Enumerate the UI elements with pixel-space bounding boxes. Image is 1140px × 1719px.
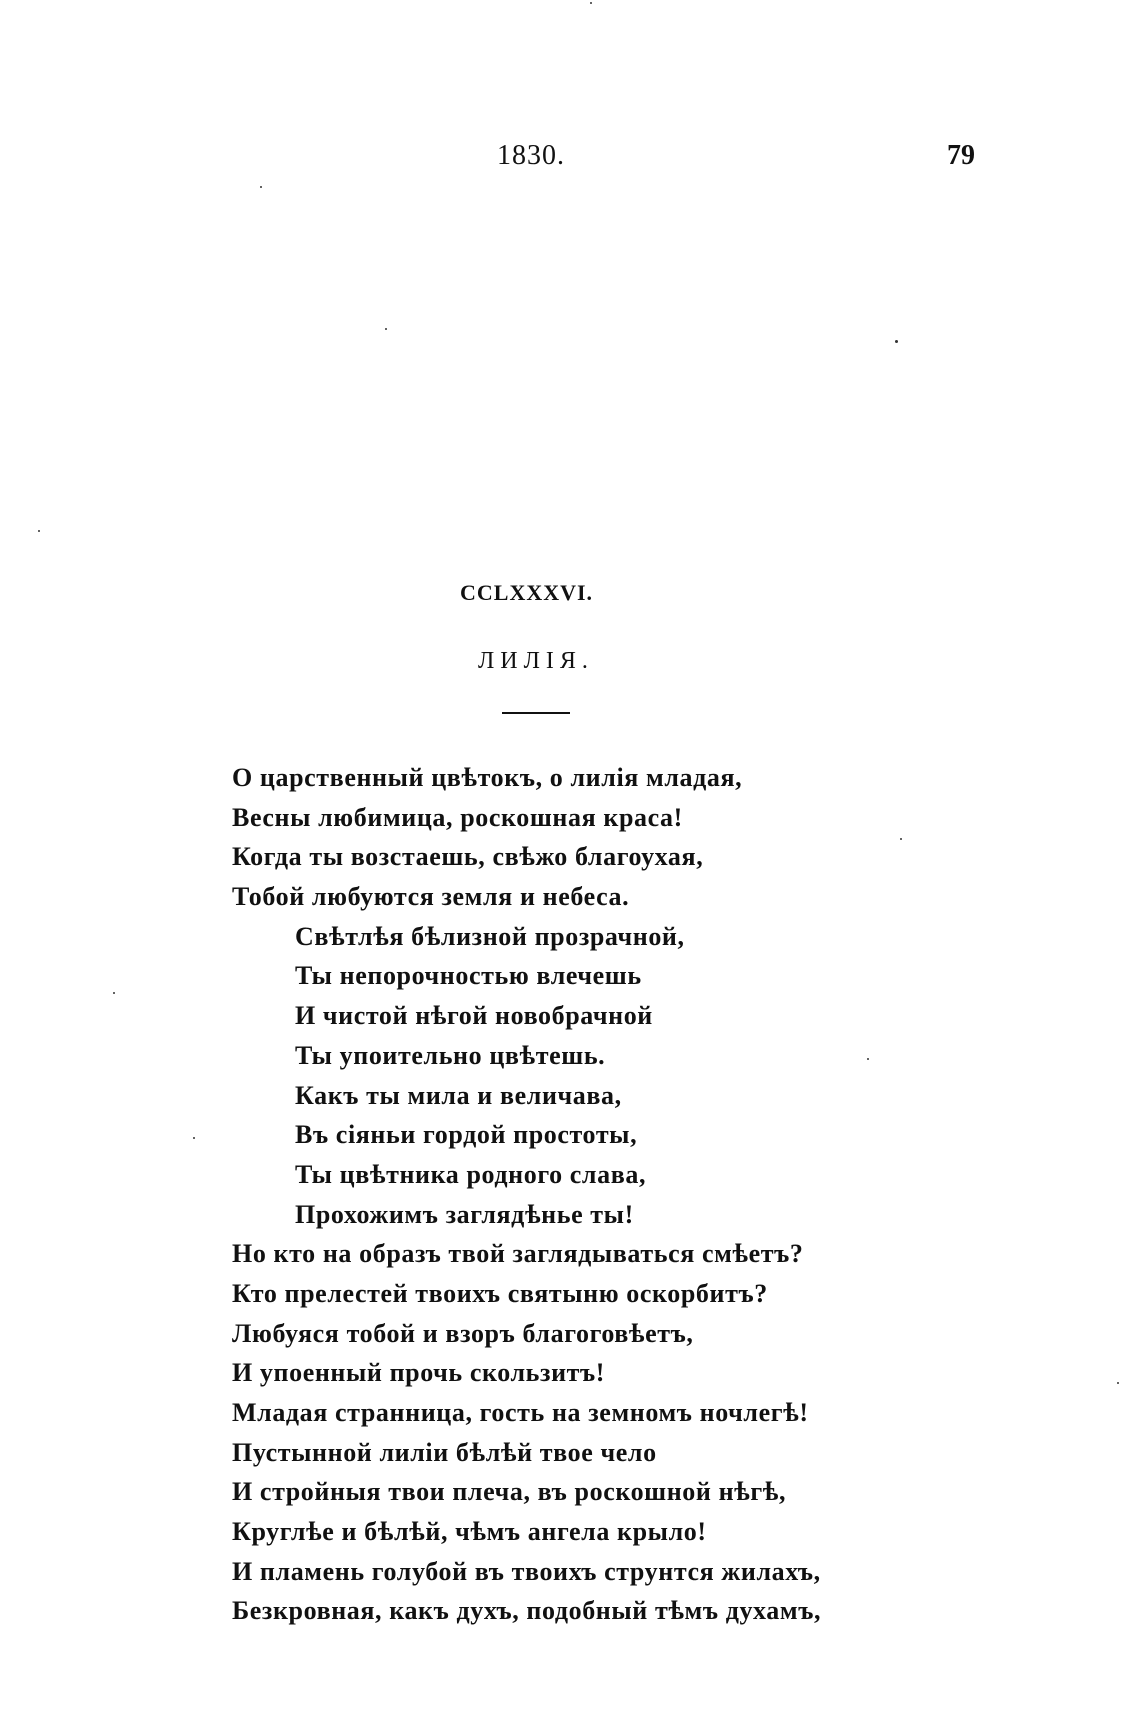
- poem-line: Свѣтлѣя бѣлизной прозрачной,: [295, 921, 685, 951]
- scan-speck: [193, 1137, 195, 1139]
- poem-number: CCLXXXVI.: [460, 580, 594, 605]
- poem-line: И пламень голубой въ твоихъ струнтся жилахъ,: [232, 1556, 821, 1586]
- poem-line: Тобой любуются земля и небеса.: [232, 882, 630, 912]
- poem-line: Ты цвѣтника родного слава,: [295, 1159, 647, 1189]
- poem-line: Безкровная, какъ духъ, подобный тѣмъ духамъ,: [232, 1596, 822, 1626]
- scan-speck: [590, 2, 592, 4]
- scan-speck: [1117, 1382, 1119, 1384]
- poem-line: Младая странница, гость на земномъ ночлегѣ!: [232, 1398, 809, 1427]
- scan-speck: [867, 1058, 869, 1060]
- scan-speck: [895, 340, 898, 343]
- poem-body: [232, 758, 821, 1631]
- title-rule: [502, 712, 570, 714]
- poem-line: Весны любимица, роскошная краса!: [232, 802, 683, 832]
- poem-title: ЛИЛІЯ.: [478, 648, 594, 674]
- poem-line: Въ сіяньи гордой простоты,: [295, 1120, 638, 1150]
- poem-line: Но кто на образъ твой заглядываться смѣетъ?: [232, 1239, 804, 1269]
- poem-line: Когда ты возстаешь, свѣжо благоухая,: [232, 842, 704, 872]
- running-header-year: 1830.: [497, 140, 565, 171]
- scan-speck: [900, 838, 902, 840]
- scan-speck: [113, 992, 115, 994]
- poem-line: И чистой нѣгой новобрачной: [295, 1001, 653, 1031]
- poem-line: Кто прелестей твоихъ святыню оскорбитъ?: [232, 1278, 768, 1308]
- poem-line: Какъ ты мила и величава,: [295, 1080, 622, 1110]
- poem-line: О царственный цвѣтокъ, о лилія младая,: [232, 763, 743, 792]
- scan-speck: [385, 328, 387, 330]
- poem-line: Ты упоительно цвѣтешь.: [295, 1040, 606, 1070]
- poem-line: Любуяся тобой и взоръ благоговѣетъ,: [232, 1318, 694, 1348]
- poem-line: Прохожимъ заглядѣнье ты!: [295, 1199, 634, 1229]
- page-number: 79: [947, 140, 975, 171]
- poem-line: Ты непорочностью влечешь: [295, 961, 642, 991]
- poem-line: И стройныя твои плеча, въ роскошной нѣгѣ,: [232, 1477, 787, 1507]
- poem-line: Круглѣе и бѣлѣй, чѣмъ ангела крыло!: [232, 1517, 707, 1547]
- poem-line: Пустынной лиліи бѣлѣй твое чело: [232, 1437, 657, 1467]
- scan-speck: [260, 186, 262, 188]
- scan-speck: [38, 530, 40, 532]
- poem-line: И упоенный прочь скользитъ!: [232, 1358, 606, 1388]
